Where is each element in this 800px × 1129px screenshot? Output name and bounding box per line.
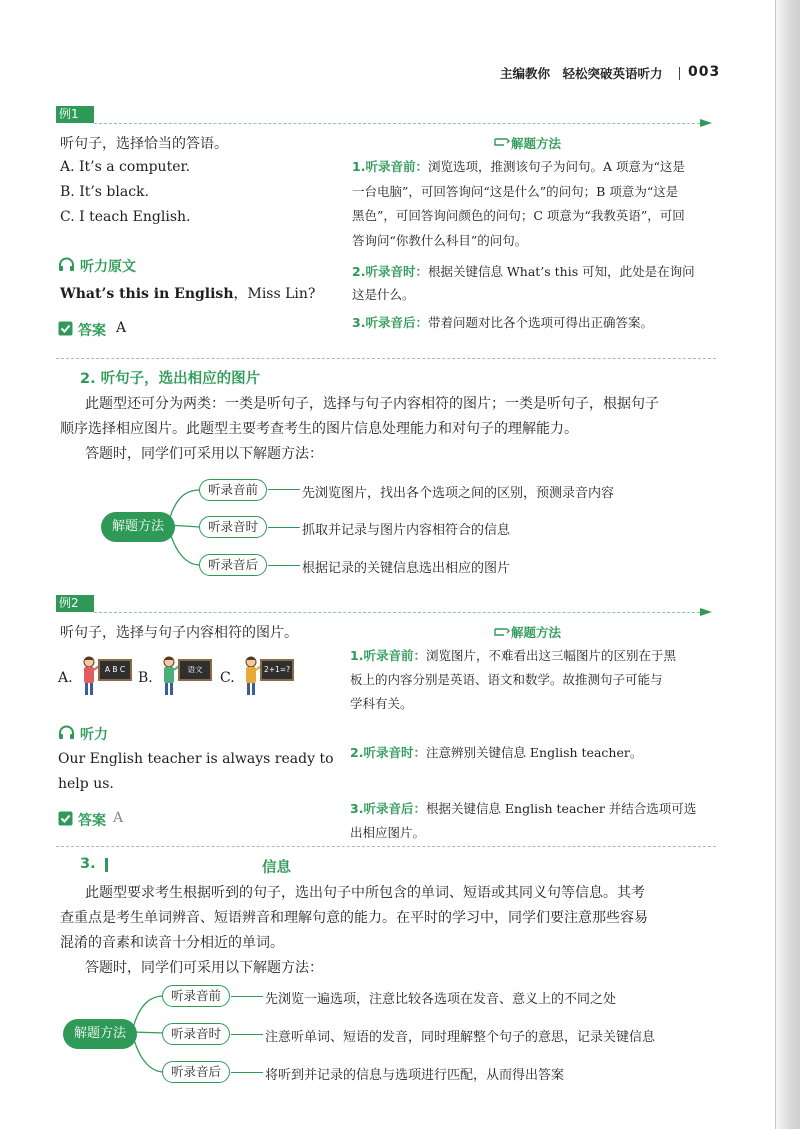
mindmap-text-before: 先浏览一遍选项，注意比较各选项在发音、意义上的不同之处: [265, 992, 617, 1007]
section-2-heading: 2. 听句子，选出相应的图片: [80, 371, 261, 387]
section-2-paragraph-line-1: 此题型还可分为两类：一类是听句子，选择与句子内容相符的图片；一类是听句子，根据句子: [85, 396, 659, 412]
option-c-letter: C.: [220, 670, 235, 686]
connector-line: [268, 489, 300, 490]
section-3-paragraph-line-2: 查重点是考生单词辨音、短语辨音和理解句意的能力。在平时的学习中，同学们要注意那些容易: [60, 910, 648, 926]
example-2-transcript-line-1: Our English teacher is always ready to: [58, 751, 334, 767]
mindmap-text-before: 先浏览图片，找出各个选项之间的区别，预测录音内容: [302, 486, 615, 501]
pointing-hand-icon: [494, 137, 510, 147]
step-label: 1.听录音前：: [350, 648, 426, 663]
mindmap-node-after: 听录音后: [162, 1061, 230, 1083]
step-label: 2.听录音时：: [350, 745, 426, 760]
section-2-paragraph-line-3: 答题时，同学们可采用以下解题方法：: [85, 446, 323, 462]
section-3-paragraph-line-4: 答题时，同学们可采用以下解题方法：: [85, 960, 323, 976]
example-2-step-3-line-1: [350, 799, 696, 817]
section-3-paragraph-line-3: 混淆的音素和读音十分相近的单词。: [60, 935, 284, 951]
example-1-question: 听句子，选择恰当的答语。: [60, 136, 228, 152]
connector-line: [268, 527, 300, 528]
option-a-letter: A.: [58, 670, 73, 686]
arrow-right-icon: [700, 119, 712, 127]
mindmap-node-before: 听录音前: [162, 985, 230, 1007]
example-2-step-1-line-2: 板上的内容分别是英语、语文和数学。故推测句子可能与: [350, 672, 663, 687]
step-label: 3.听录音后：: [350, 801, 426, 816]
page-number: 003: [688, 64, 721, 80]
section-3-heading-number: 3.: [80, 856, 96, 872]
example-1-step-1-line-4: 答询问“你教什么科目”的问句。: [352, 233, 528, 248]
mindmap-node-before: 听录音前: [199, 479, 267, 501]
example-1-transcript: [60, 283, 315, 303]
example-1-step-1-line-2: 一台电脑”，可回答询问“这是什么”的问句；B 项意为“这是: [352, 184, 679, 199]
example-1-step-3-line-1: [352, 313, 653, 331]
headphones-icon: [58, 725, 75, 740]
option-b-letter: B.: [138, 670, 153, 686]
section-separator: [56, 358, 716, 359]
step-label: 2.听录音时：: [352, 264, 428, 279]
section-2-paragraph-line-2: 顺序选择相应图片。此题型主要考查考生的图片信息处理能力和对句子的理解能力。: [60, 421, 578, 437]
example-1-option-c: C. I teach English.: [60, 209, 191, 225]
example-1-option-a: A. It’s a computer.: [60, 159, 191, 175]
checkbox-checked-icon: [58, 321, 73, 336]
headphones-icon: [58, 257, 75, 272]
example-2-method-heading: 解题方法: [511, 625, 562, 640]
option-c-picture: [242, 655, 294, 697]
example-1-step-2-line-1: [352, 262, 695, 280]
heading-bar-fragment: [105, 858, 108, 872]
mindmap-node-during: 听录音时: [199, 516, 267, 538]
example-2-answer-value: A: [113, 810, 124, 826]
teacher-figure-icon: [80, 655, 98, 697]
mindmap-center: 解题方法: [101, 512, 175, 542]
step-label: 3.听录音后：: [352, 315, 428, 330]
page-edge-line: [775, 0, 776, 1129]
example-1-transcript-heading: 听力原文: [80, 259, 136, 275]
teacher-figure-icon: [160, 655, 178, 697]
running-header: [500, 64, 730, 84]
step-text: 根据关键信息 What’s this 可知，此处是在询问: [427, 264, 695, 279]
step-text: 浏览图片，不难看出这三幅图片的区别在于黑: [425, 648, 676, 663]
mindmap-node-after: 听录音后: [199, 554, 267, 576]
step-text: 带着问题对比各个选项可得出正确答案。: [427, 315, 653, 330]
example-2-transcript-heading: 听力: [80, 727, 108, 743]
step-text: 根据关键信息 English teacher 并结合选项可选: [425, 801, 697, 816]
example-1-method-heading: 解题方法: [511, 136, 562, 151]
option-a-picture: [80, 655, 132, 697]
example-1-answer-value: A: [116, 320, 127, 336]
example-2-rule: [94, 612, 700, 613]
mindmap-center: 解题方法: [63, 1019, 137, 1049]
example-2-question: 听句子，选择与句子内容相符的图片。: [60, 625, 298, 641]
blackboard: 语文: [178, 659, 212, 681]
example-1-step-1-line-3: 黑色”，可回答询问颜色的问句；C 项意为“我教英语”，可回: [352, 208, 685, 223]
teacher-figure-icon: [242, 655, 260, 697]
section-3-paragraph-line-1: 此题型要求考生根据听到的句子，选出句子中所包含的单词、短语或其同义句等信息。其考: [85, 885, 645, 901]
example-1-step-1-line-1: [352, 157, 685, 175]
section-separator: [56, 846, 716, 847]
connector-line: [231, 1034, 263, 1035]
example-2-tag: 例2: [56, 595, 94, 612]
example-1-option-b: B. It’s black.: [60, 184, 149, 200]
connector-line: [268, 565, 300, 566]
mindmap-text-after: 将听到并记录的信息与选项进行匹配，从而得出答案: [265, 1068, 565, 1083]
example-1-step-2-line-2: 这是什么。: [352, 287, 415, 302]
blackboard: A B C: [98, 659, 132, 681]
header-divider: [679, 67, 680, 80]
arrow-right-icon: [700, 608, 712, 616]
example-1-rule: [94, 123, 700, 124]
transcript-rest: ，Miss Lin?: [233, 286, 316, 302]
section-3-heading-visible: 信息: [262, 860, 291, 876]
mindmap-text-during: 注意听单词、短语的发音，同时理解整个句子的意思，记录关键信息: [265, 1030, 656, 1045]
example-2-step-3-line-2: 出相应图片。: [350, 825, 426, 840]
option-b-picture: [160, 655, 212, 697]
example-2-answer-label: 答案: [78, 813, 106, 829]
pointing-hand-icon: [494, 627, 510, 637]
step-label: 1.听录音前：: [352, 159, 428, 174]
blackboard: 2+1=?: [260, 659, 294, 681]
mindmap-text-during: 抓取并记录与图片内容相符合的信息: [302, 523, 511, 538]
step-text: 注意辨别关键信息 English teacher。: [425, 745, 643, 760]
book-title: 主编教你 轻松突破英语听力: [500, 66, 663, 81]
example-2-step-2-line-1: [350, 743, 642, 761]
transcript-key-phrase: What’s this in English: [60, 286, 234, 302]
example-2-step-1-line-1: [350, 646, 676, 664]
connector-line: [231, 996, 263, 997]
example-2-step-1-line-3: 学科有关。: [350, 696, 413, 711]
example-1-answer-label: 答案: [78, 323, 106, 339]
mindmap-text-after: 根据记录的关键信息选出相应的图片: [302, 561, 511, 576]
example-2-transcript-line-2: help us.: [58, 776, 114, 792]
book-page-edge: [776, 0, 800, 1129]
checkbox-checked-icon: [58, 811, 73, 826]
connector-line: [231, 1072, 263, 1073]
example-1-tag: 例1: [56, 106, 94, 123]
step-text: 浏览选项，推测该句子为问句。A 项意为“这是: [427, 159, 685, 174]
mindmap-node-during: 听录音时: [162, 1023, 230, 1045]
